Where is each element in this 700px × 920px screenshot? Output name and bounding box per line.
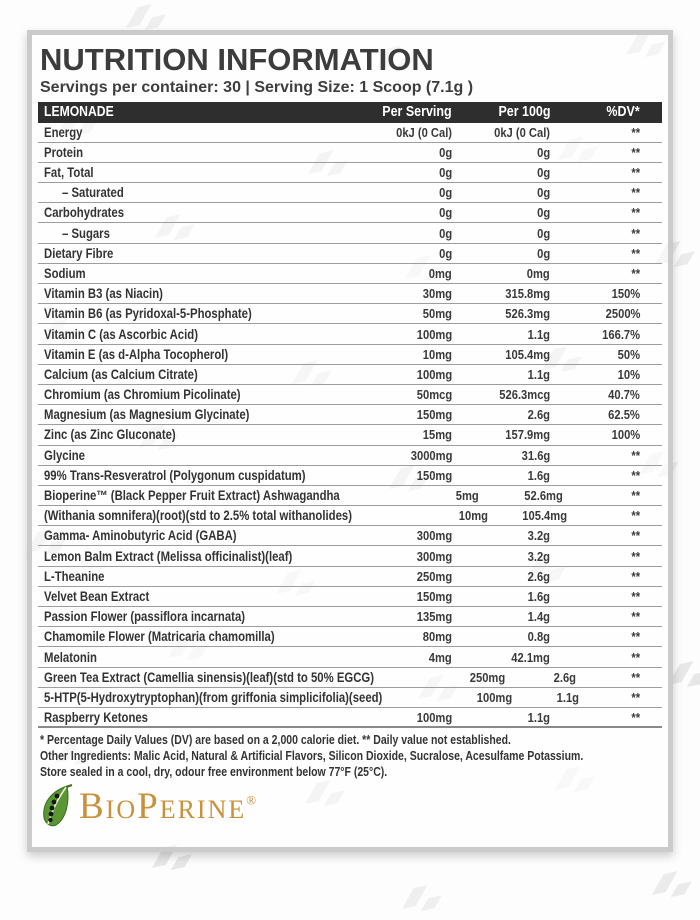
- table-row: [38, 526, 662, 546]
- per-serving-value: 0g: [438, 144, 452, 160]
- dv-value: **: [631, 689, 640, 705]
- nutrient-label: Fat, Total: [44, 165, 94, 181]
- per-serving-value: 150mg: [416, 467, 452, 483]
- dv-value: **: [631, 588, 640, 604]
- per-serving-value: 100mg: [416, 709, 452, 725]
- per-100g-value: 1.4g: [527, 609, 550, 625]
- per-100g-value: 2.6g: [527, 407, 550, 423]
- dv-value: **: [631, 528, 640, 544]
- per-serving-value: 100mg: [416, 326, 452, 342]
- nutrient-label: Dietary Fibre: [44, 245, 114, 261]
- table-row: [38, 183, 662, 203]
- per-100g-value: 526.3mg: [505, 306, 550, 322]
- per-100g-value: 0g: [536, 165, 550, 181]
- per-serving-value: 150mg: [416, 588, 452, 604]
- per-serving-value: 250mg: [416, 568, 452, 584]
- table-row: [38, 587, 662, 607]
- per-serving-value: 30mg: [422, 286, 452, 302]
- nutrient-label: 5-HTP(5-Hydroxytryptophan)(from griffonia simplicifolia)(seed): [44, 689, 383, 705]
- nutrient-label: Energy: [44, 124, 83, 140]
- nutrient-label: Green Tea Extract (Camellia sinensis)(leaf)(std to 50% EGCG): [44, 669, 375, 685]
- table-row: [38, 486, 662, 506]
- nutrient-label: (Withania somnifera)(root)(std to 2.5% total withanolides): [44, 508, 352, 524]
- footnote-dv: * Percentage Daily Values (DV) are based on a 2,000 calorie diet. ** Daily value not established.: [40, 733, 511, 748]
- per-100g-value: 3.2g: [527, 528, 550, 544]
- dv-value: **: [631, 568, 640, 584]
- footnotes: [40, 732, 662, 780]
- per-100g-value: 105.4mg: [522, 508, 568, 524]
- per-100g-value: 0g: [536, 245, 550, 261]
- table-row: [38, 345, 662, 365]
- table-row: [38, 163, 662, 183]
- table-row: [38, 405, 662, 425]
- servings-info: Servings per container: 30 | Serving Size: 1 Scoop (7.1g ): [40, 78, 474, 96]
- table-header-row: [38, 102, 662, 123]
- nutrient-label: Melatonin: [44, 649, 97, 665]
- nutrient-label: Velvet Bean Extract: [44, 588, 150, 604]
- per-100g-header: Per 100g: [497, 104, 550, 121]
- table-row: [38, 284, 662, 304]
- per-100g-value: 0g: [536, 225, 550, 241]
- nutrient-label: Lemon Balm Extract (Melissa officinalist)(leaf): [44, 548, 293, 564]
- nutrient-label: Carbohydrates: [44, 205, 125, 221]
- nutrient-label: Calcium (as Calcium Citrate): [44, 366, 198, 382]
- per-serving-value: 135mg: [416, 609, 452, 625]
- per-serving-value: 5mg: [455, 488, 479, 504]
- dv-value: **: [631, 609, 640, 625]
- per-serving-value: 250mg: [470, 669, 506, 685]
- per-100g-value: 1.1g: [527, 366, 550, 382]
- nutrient-label: Glycine: [44, 447, 85, 463]
- table-row: [38, 223, 662, 243]
- dv-value: 150%: [611, 286, 640, 302]
- dv-value: 50%: [617, 346, 640, 362]
- table-row: [38, 688, 662, 708]
- per-100g-value: 0g: [536, 144, 550, 160]
- watermark-icon: [643, 862, 697, 905]
- table-row: [38, 668, 662, 688]
- dv-value: 2500%: [605, 306, 640, 322]
- page-title: NUTRITION INFORMATION: [40, 42, 434, 77]
- bioperine-wordmark: BioPerine®: [79, 785, 257, 827]
- nutrient-label: Vitamin B6 (as Pyridoxal-5-Phosphate): [44, 306, 252, 322]
- table-row: [38, 546, 662, 566]
- dv-value: **: [631, 669, 640, 685]
- flavor-header: LEMONADE: [44, 104, 114, 121]
- per-100g-value: 0mg: [527, 265, 550, 281]
- dv-value: **: [631, 508, 640, 524]
- bioperine-leaf-icon: [40, 784, 74, 828]
- nutrient-label: Vitamin B3 (as Niacin): [44, 286, 163, 302]
- per-100g-value: 52.6mg: [524, 488, 563, 504]
- per-100g-value: 3.2g: [527, 548, 550, 564]
- table-row: [38, 244, 662, 264]
- per-100g-value: 1.1g: [527, 326, 550, 342]
- nutrient-label: Passion Flower (passiflora incarnata): [44, 609, 246, 625]
- registered-trademark-symbol: ®: [246, 792, 257, 808]
- nutrient-label: Zinc (as Zinc Gluconate): [44, 427, 176, 443]
- per-100g-value: 2.6g: [553, 669, 576, 685]
- per-100g-value: 157.9mg: [505, 427, 550, 443]
- table-row: [38, 324, 662, 344]
- dv-value: **: [631, 629, 640, 645]
- table-row: [38, 203, 662, 223]
- dv-value: **: [631, 225, 640, 241]
- dv-value: 166.7%: [602, 326, 640, 342]
- nutrient-label: Bioperine™ (Black Pepper Fruit Extract) Ashwagandha: [44, 488, 340, 504]
- per-serving-value: 0g: [438, 245, 452, 261]
- per-100g-value: 526.3mcg: [499, 387, 550, 403]
- nutrient-label: Vitamin E (as d-Alpha Tocopherol): [44, 346, 229, 362]
- nutrition-panel: [27, 30, 673, 852]
- per-serving-value: 0g: [438, 185, 452, 201]
- nutrient-label: L-Theanine: [44, 568, 105, 584]
- per-serving-value: 15mg: [422, 427, 452, 443]
- per-100g-value: 0kJ (0 Cal): [494, 124, 550, 140]
- nutrient-label: Gamma- Aminobutyric Acid (GABA): [44, 528, 237, 544]
- per-serving-value: 300mg: [416, 528, 452, 544]
- dv-value: **: [631, 488, 640, 504]
- nutrient-label: – Sugars: [62, 225, 110, 241]
- table-row: [38, 627, 662, 647]
- per-100g-value: 0.8g: [527, 629, 550, 645]
- dv-value: 10%: [617, 366, 640, 382]
- table-row: [38, 143, 662, 163]
- per-serving-value: 0kJ (0 Cal): [396, 124, 452, 140]
- table-row: [38, 264, 662, 284]
- per-100g-value: 0g: [536, 185, 550, 201]
- watermark-icon: [393, 876, 447, 919]
- per-serving-header: Per Serving: [382, 104, 452, 121]
- dv-value: **: [631, 548, 640, 564]
- nutrient-label: – Saturated: [62, 185, 124, 201]
- per-serving-value: 3000mg: [410, 447, 452, 463]
- table-row: [38, 607, 662, 627]
- per-100g-value: 1.6g: [527, 588, 550, 604]
- per-100g-value: 1.6g: [527, 467, 550, 483]
- nutrient-label: Protein: [44, 144, 84, 160]
- table-row: [38, 385, 662, 405]
- per-100g-value: 315.8mg: [505, 286, 550, 302]
- nutrient-label: Chromium (as Chromium Picolinate): [44, 387, 241, 403]
- per-serving-value: 0g: [438, 205, 452, 221]
- per-serving-value: 300mg: [416, 548, 452, 564]
- per-serving-value: 10mg: [422, 346, 452, 362]
- dv-value: **: [631, 447, 640, 463]
- per-serving-value: 150mg: [416, 407, 452, 423]
- per-serving-value: 4mg: [429, 649, 452, 665]
- dv-value: **: [631, 245, 640, 261]
- table-row: [38, 304, 662, 324]
- per-100g-value: 1.1g: [556, 689, 579, 705]
- nutrient-label: Vitamin C (as Ascorbic Acid): [44, 326, 198, 342]
- per-serving-value: 0mg: [429, 265, 452, 281]
- dv-header: %DV*: [606, 104, 640, 121]
- dv-value: **: [631, 165, 640, 181]
- nutrient-label: Raspberry Ketones: [44, 709, 148, 725]
- dv-value: 100%: [611, 427, 640, 443]
- per-serving-value: 100mg: [416, 366, 452, 382]
- dv-value: **: [631, 185, 640, 201]
- table-row: [38, 647, 662, 667]
- per-100g-value: 1.1g: [527, 709, 550, 725]
- dv-value: **: [631, 649, 640, 665]
- dv-value: **: [631, 467, 640, 483]
- table-row: [38, 466, 662, 486]
- nutrition-table: [38, 102, 662, 729]
- per-100g-value: 0g: [536, 205, 550, 221]
- per-serving-value: 80mg: [422, 629, 452, 645]
- per-100g-value: 31.6g: [521, 447, 550, 463]
- per-serving-value: 0g: [438, 225, 452, 241]
- per-serving-value: 50mg: [422, 306, 452, 322]
- nutrient-label: Sodium: [44, 265, 86, 281]
- nutrient-label: Magnesium (as Magnesium Glycinate): [44, 407, 250, 423]
- dv-value: **: [631, 709, 640, 725]
- dv-value: **: [631, 144, 640, 160]
- bioperine-logo: [40, 784, 662, 828]
- per-serving-value: 100mg: [476, 689, 513, 705]
- footnote-other-ingredients: Other Ingredients: Malic Acid, Natural & Artificial Flavors, Silicon Dioxide, Sucralose, Acesulfame Potassium.: [40, 749, 584, 764]
- per-100g-value: 105.4mg: [505, 346, 550, 362]
- per-serving-value: 0g: [438, 165, 452, 181]
- table-row: [38, 708, 662, 728]
- nutrient-label: Chamomile Flower (Matricaria chamomilla): [44, 629, 275, 645]
- table-row: [38, 365, 662, 385]
- per-serving-value: 10mg: [458, 508, 489, 524]
- table-row: [38, 425, 662, 445]
- dv-value: 62.5%: [608, 407, 640, 423]
- nutrient-label: 99% Trans-Resveratrol (Polygonum cuspidatum): [44, 467, 306, 483]
- per-100g-value: 2.6g: [527, 568, 550, 584]
- dv-value: **: [631, 124, 640, 140]
- dv-value: **: [631, 205, 640, 221]
- per-100g-value: 42.1mg: [511, 649, 550, 665]
- footnote-storage: Store sealed in a cool, dry, odour free environment below 77°F (25°C).: [40, 765, 388, 780]
- table-row: [38, 446, 662, 466]
- dv-value: 40.7%: [608, 387, 640, 403]
- table-row: [38, 123, 662, 143]
- table-row: [38, 567, 662, 587]
- per-serving-value: 50mcg: [416, 387, 452, 403]
- table-row: [38, 506, 662, 526]
- dv-value: **: [631, 265, 640, 281]
